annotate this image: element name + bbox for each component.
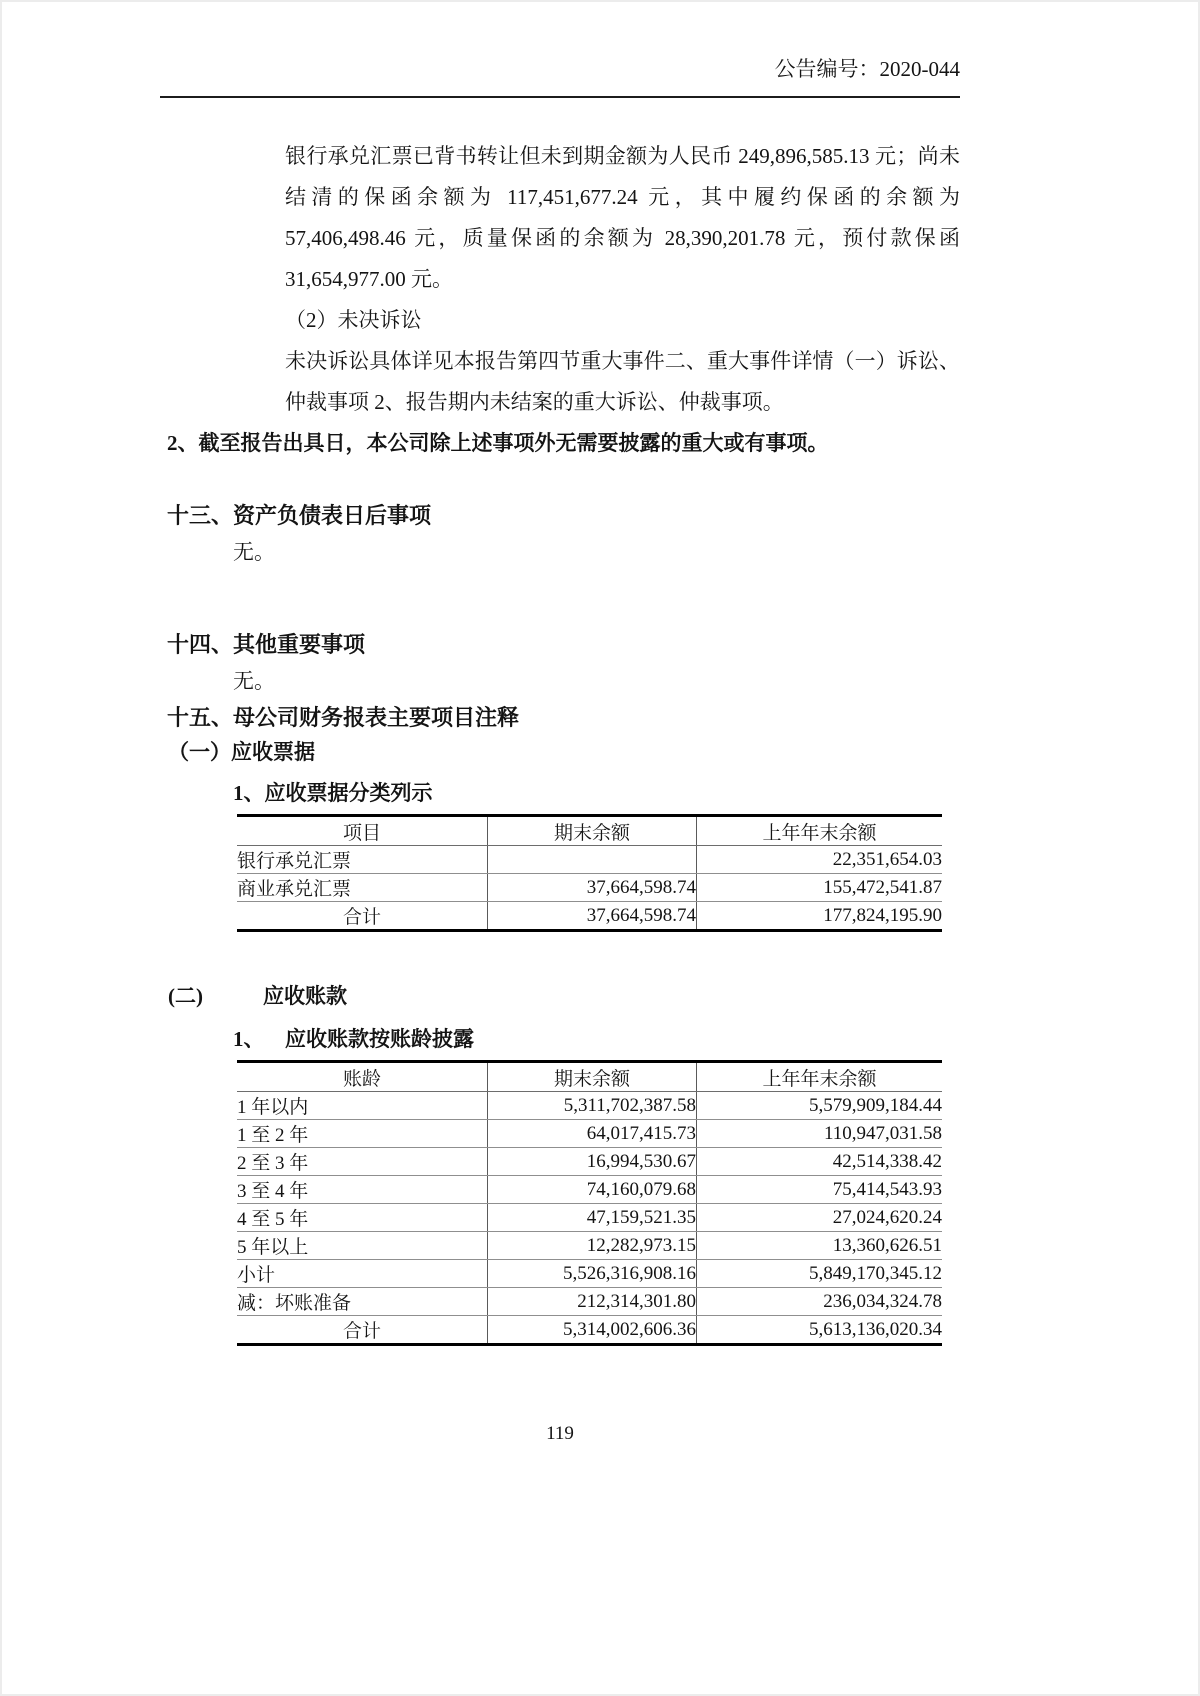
table-2-title-text: 应收账款按账龄披露 (285, 1027, 474, 1051)
row-label: 商业承兑汇票 (237, 874, 488, 902)
table-row (237, 846, 942, 874)
column-header-aging: 账龄 (237, 1062, 488, 1092)
amount-current: 5,526,316,908.16 (488, 1260, 697, 1288)
amount-current (488, 846, 697, 874)
accounts-receivable-aging-table (237, 1060, 942, 1346)
amount-prior: 5,849,170,345.12 (697, 1260, 943, 1288)
column-header-prior-year-balance: 上年年末余额 (697, 816, 943, 846)
section-13-title: 十三、资产负债表日后事项 (167, 503, 432, 528)
amount-current: 37,664,598.74 (488, 874, 697, 902)
table-total-row (237, 902, 942, 931)
amount-prior: 110,947,031.58 (697, 1120, 943, 1148)
amount-current: 212,314,301.80 (488, 1288, 697, 1316)
notes-receivable-table (237, 814, 942, 932)
table-row (237, 1148, 942, 1176)
table-1-title (233, 776, 960, 810)
row-label: 合计 (237, 902, 488, 931)
table-row (237, 1204, 942, 1232)
subsection-2-title (168, 978, 960, 1014)
row-label: 合计 (237, 1316, 488, 1345)
amount-prior: 22,351,654.03 (697, 846, 943, 874)
column-header-ending-balance: 期末余额 (488, 1062, 697, 1092)
row-label: 1 年以内 (237, 1092, 488, 1120)
amount-prior: 5,613,136,020.34 (809, 1318, 942, 1340)
amount-prior: 13,360,626.51 (697, 1232, 943, 1260)
row-label: 4 至 5 年 (237, 1204, 488, 1232)
column-header-item: 项目 (237, 816, 488, 846)
section-14-body: 无。 (233, 669, 275, 693)
page-header (160, 0, 960, 98)
subsection-2-title-text: 应收账款 (263, 984, 347, 1008)
table-row (237, 1232, 942, 1260)
column-header-prior-year-balance: 上年年末余额 (697, 1062, 943, 1092)
amount-current: 5,314,002,606.36 (488, 1316, 697, 1345)
amount-prior: 155,472,541.87 (697, 874, 943, 902)
row-label: 5 年以上 (237, 1232, 488, 1260)
table-header-row (237, 816, 942, 846)
row-label: 减：坏账准备 (237, 1288, 488, 1316)
table-total-row (237, 1316, 942, 1345)
amount-current: 16,994,530.67 (488, 1148, 697, 1176)
row-label: 银行承兑汇票 (237, 846, 488, 874)
subsection-1-title: （一）应收票据 (168, 740, 315, 764)
amount-prior: 236,034,324.78 (697, 1288, 943, 1316)
amount-prior: 177,824,195.90 (823, 904, 942, 926)
row-label: 2 至 3 年 (237, 1148, 488, 1176)
table-row (237, 1288, 942, 1316)
page-number: 119 (546, 1423, 574, 1444)
paragraph-pending-litigation-heading: （2）未决诉讼 (285, 308, 422, 332)
amount-prior: 5,579,909,184.44 (697, 1092, 943, 1120)
table-header-row (237, 1062, 942, 1092)
section-13-body: 无。 (233, 540, 275, 564)
amount-prior: 75,414,543.93 (697, 1176, 943, 1204)
amount-current: 74,160,079.68 (488, 1176, 697, 1204)
subsection-2-number: (二) (168, 984, 203, 1008)
amount-current: 5,311,702,387.58 (488, 1092, 697, 1120)
section-14-title: 十四、其他重要事项 (167, 632, 366, 657)
amount-current: 47,159,521.35 (488, 1204, 697, 1232)
table-1-title-text: 应收票据分类列示 (264, 781, 433, 805)
table-1-title-number: 1、 (233, 781, 265, 805)
row-label: 小计 (237, 1260, 488, 1288)
amount-prior: 42,514,338.42 (697, 1148, 943, 1176)
amount-prior: 27,024,620.24 (697, 1204, 943, 1232)
column-header-ending-balance: 期末余额 (488, 816, 697, 846)
paragraph-statement-2: 2、截至报告出具日，本公司除上述事项外无需要披露的重大或有事项。 (167, 431, 829, 455)
table-2-title (233, 1022, 960, 1056)
table-row (237, 874, 942, 902)
table-row (237, 1120, 942, 1148)
table-row (237, 1092, 942, 1120)
table-2-title-number: 1、 (233, 1027, 265, 1051)
row-label: 3 至 4 年 (237, 1176, 488, 1204)
table-row (237, 1176, 942, 1204)
amount-current: 12,282,973.15 (488, 1232, 697, 1260)
paragraph-bank-acceptance: 银行承兑汇票已背书转让但未到期金额为人民币 249,896,585.13 元；尚未结清的保函余额为 117,451,677.24 元，其中履约保函的余额为 57,406,498.46 元，质量保函的余额为 28,390,201.78 元，预付款保函 31,654,977.00 元。 (285, 144, 960, 291)
announcement-number: 公告编号：2020-044 (774, 57, 960, 81)
amount-current: 37,664,598.74 (488, 902, 697, 931)
amount-current: 64,017,415.73 (488, 1120, 697, 1148)
table-subtotal-row (237, 1260, 942, 1288)
paragraph-pending-litigation-detail: 未决诉讼具体详见本报告第四节重大事件二、重大事件详情（一）诉讼、仲裁事项 2、报告期内未结案的重大诉讼、仲裁事项。 (285, 349, 960, 414)
section-15-title: 十五、母公司财务报表主要项目注释 (167, 705, 520, 730)
row-label: 1 至 2 年 (237, 1120, 488, 1148)
